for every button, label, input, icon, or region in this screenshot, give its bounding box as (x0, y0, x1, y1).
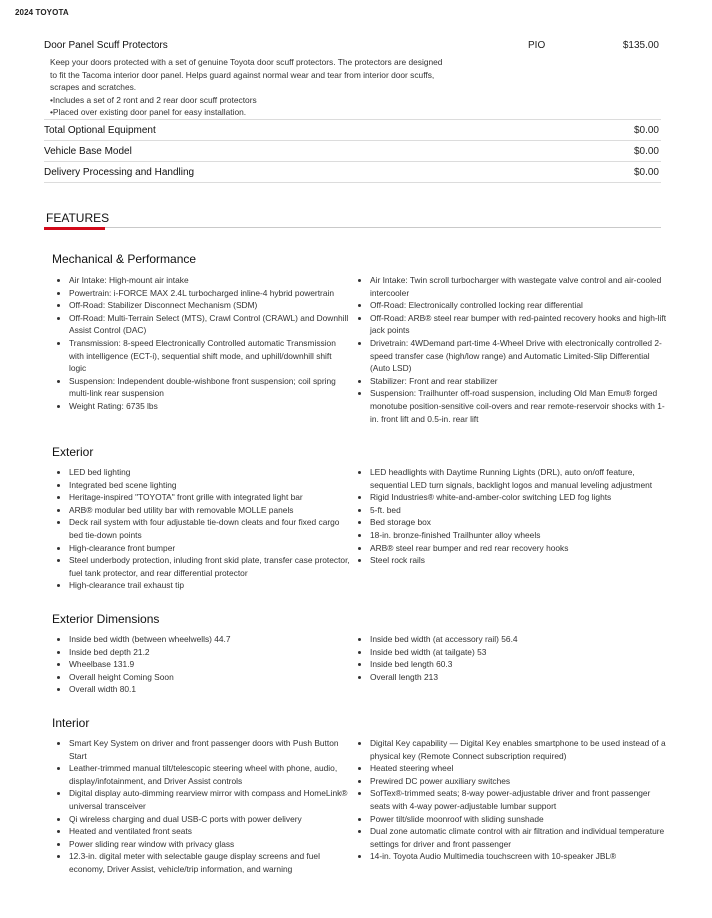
list-item: • Steel rock rails (370, 554, 670, 567)
list-item: • Off-Road: Multi-Terrain Select (MTS), Crawl Control (CRAWL) and Downhill Assist Control (DAC) (69, 312, 351, 337)
features-heading: FEATURES (46, 211, 110, 225)
list-item: • Powertrain: i-FORCE MAX 2.4L turbocharged inline-4 hybrid powertrain (69, 287, 351, 300)
section-title-mechanical: Mechanical & Performance (52, 252, 197, 266)
list-item: • Suspension: Trailhunter off-road suspension, including Old Man Emu® forged monotube position-sensitive coil-overs and rear remote-reservoir shocks with 1-in. front lift and 0.5-in. rear lift (370, 387, 670, 425)
option-code: PIO (528, 40, 546, 51)
mechanical-right-list (353, 274, 670, 425)
list-item: • Power sliding rear window with privacy glass (69, 838, 351, 851)
list-item: • ARB® steel rear bumper and red rear recovery hooks (370, 542, 670, 555)
list-item: • Inside bed length 60.3 (370, 658, 670, 671)
brand-header: 2024 TOYOTA (15, 8, 69, 17)
dimensions-right-list (353, 633, 670, 683)
option-row-door-scuff (44, 37, 661, 120)
list-item: • Steel underbody protection, inluding front skid plate, transfer case protector, fuel tank protector, and rear differential protector (69, 554, 351, 579)
list-item: • Prewired DC power auxiliary switches (370, 775, 670, 788)
dimensions-left-list (52, 633, 351, 696)
features-divider (105, 227, 661, 228)
list-item: • Transmission: 8-speed Electronically Controlled automatic Transmission with intelligence (ECT-i), sequential shift mode, and uphill/downhill shift logic (69, 337, 351, 375)
list-item: • Heritage-inspired "TOYOTA" front grille with integrated light bar (69, 491, 351, 504)
list-item: • Suspension: Independent double-wishbone front suspension; coil spring multi-link rear suspension (69, 375, 351, 400)
list-item: • Off-Road: Electronically controlled locking rear differential (370, 299, 670, 312)
list-item: • Weight Rating: 6735 lbs (69, 400, 351, 413)
list-item: • Leather-trimmed manual tilt/telescopic steering wheel with phone, audio, display/infotainment, and Driver Assist controls (69, 762, 351, 787)
list-item: • High-clearance trail exhaust tip (69, 579, 351, 592)
section-title-exterior: Exterior (52, 445, 94, 459)
list-item: • Inside bed depth 21.2 (69, 646, 351, 659)
list-item: • Rigid Industries® white-and-amber-color switching LED fog lights (370, 491, 670, 504)
exterior-left-list (52, 466, 351, 592)
list-item: • ARB® modular bed utility bar with removable MOLLE panels (69, 504, 351, 517)
list-item: • Stabilizer: Front and rear stabilizer (370, 375, 670, 388)
option-price: $135.00 (622, 40, 659, 51)
list-item: • Off-Road: ARB® steel rear bumper with red-painted recovery hooks and high-lift jack points (370, 312, 670, 337)
optional-equipment-list (44, 37, 661, 183)
list-item: • Drivetrain: 4WDemand part-time 4-Wheel Drive with electronically controlled 2-speed transfer case (high/low range) and Automatic Limited-Slip Differential (Auto LSD) (370, 337, 670, 375)
option-name: Vehicle Base Model (44, 146, 132, 157)
list-item: • Air Intake: Twin scroll turbocharger with wastegate valve control and air-cooled intercooler (370, 274, 670, 299)
list-item: • Overall height Coming Soon (69, 671, 351, 684)
list-item: • Bed storage box (370, 516, 670, 529)
list-item: • Overall length 213 (370, 671, 670, 684)
mechanical-left-list (52, 274, 351, 413)
list-item: • Power tilt/slide moonroof with sliding sunshade (370, 813, 670, 826)
section-title-exterior-dimensions: Exterior Dimensions (52, 612, 160, 626)
list-item: • Heated steering wheel (370, 762, 670, 775)
option-description-bullet: •Placed over existing door panel for easy installation. (50, 107, 247, 117)
total-optional-equipment-row (44, 120, 661, 141)
list-item: • Deck rail system with four adjustable tie-down cleats and four fixed cargo bed tie-down points (69, 516, 351, 541)
list-item: • High-clearance front bumper (69, 542, 351, 555)
exterior-right-list (353, 466, 670, 567)
option-name: Total Optional Equipment (44, 125, 156, 136)
option-description (50, 56, 450, 119)
list-item: • Off-Road: Stabilizer Disconnect Mechanism (SDM) (69, 299, 351, 312)
list-item: • Digital display auto-dimming rearview mirror with compass and HomeLink® universal transceiver (69, 787, 351, 812)
list-item: • 18-in. bronze-finished Trailhunter alloy wheels (370, 529, 670, 542)
list-item: • Inside bed width (at tailgate) 53 (370, 646, 670, 659)
list-item: • Qi wireless charging and dual USB-C ports with power delivery (69, 813, 351, 826)
option-description-bullet: •Includes a set of 2 ront and 2 rear door scuff protectors (50, 94, 257, 105)
list-item: • Wheelbase 131.9 (69, 658, 351, 671)
section-title-interior: Interior (52, 716, 90, 730)
option-name: Delivery Processing and Handling (44, 167, 195, 178)
list-item: • 5-ft. bed (370, 504, 670, 517)
option-price: $0.00 (633, 146, 659, 157)
list-item: • LED headlights with Daytime Running Lights (DRL), auto on/off feature, sequential LED turn signals, backlight logos and manual leveling adjustment (370, 466, 670, 491)
features-accent-bar (44, 227, 105, 230)
option-price: $0.00 (633, 125, 659, 136)
list-item: • 14-in. Toyota Audio Multimedia touchscreen with 10-speaker JBL® (370, 850, 670, 863)
list-item: • LED bed lighting (69, 466, 351, 479)
option-description-text: Keep your doors protected with a set of genuine Toyota door scuff protectors. The protectors are designed to fit the Tacoma interior door panel. Helps guard against normal wear and tear from interior door scuffs, scrapes and scratches. (50, 57, 443, 92)
interior-left-list (52, 737, 351, 876)
delivery-processing-row (44, 162, 661, 183)
interior-right-list (353, 737, 670, 863)
list-item: • Inside bed width (between wheelwells) 44.7 (69, 633, 351, 646)
vehicle-base-model-row (44, 141, 661, 162)
list-item: • Overall width 80.1 (69, 683, 351, 696)
option-name: Door Panel Scuff Protectors (44, 40, 168, 51)
list-item: • SofTex®-trimmed seats; 8-way power-adjustable driver and front passenger seats with 4-way power-adjustable lumbar support (370, 787, 670, 812)
list-item: • Smart Key System on driver and front passenger doors with Push Button Start (69, 737, 351, 762)
list-item: • Dual zone automatic climate control with air filtration and individual temperature settings for driver and front passenger (370, 825, 670, 850)
list-item: • Heated and ventilated front seats (69, 825, 351, 838)
list-item: • Inside bed width (at accessory rail) 56.4 (370, 633, 670, 646)
list-item: • Air Intake: High-mount air intake (69, 274, 351, 287)
option-price: $0.00 (633, 167, 659, 178)
list-item: • Digital Key capability — Digital Key enables smartphone to be used instead of a physical key (Remote Connect subscription required) (370, 737, 670, 762)
list-item: • 12.3-in. digital meter with selectable gauge display screens and fuel economy, Driver Assist, vehicle/trip information, and warning (69, 850, 351, 875)
list-item: • Integrated bed scene lighting (69, 479, 351, 492)
